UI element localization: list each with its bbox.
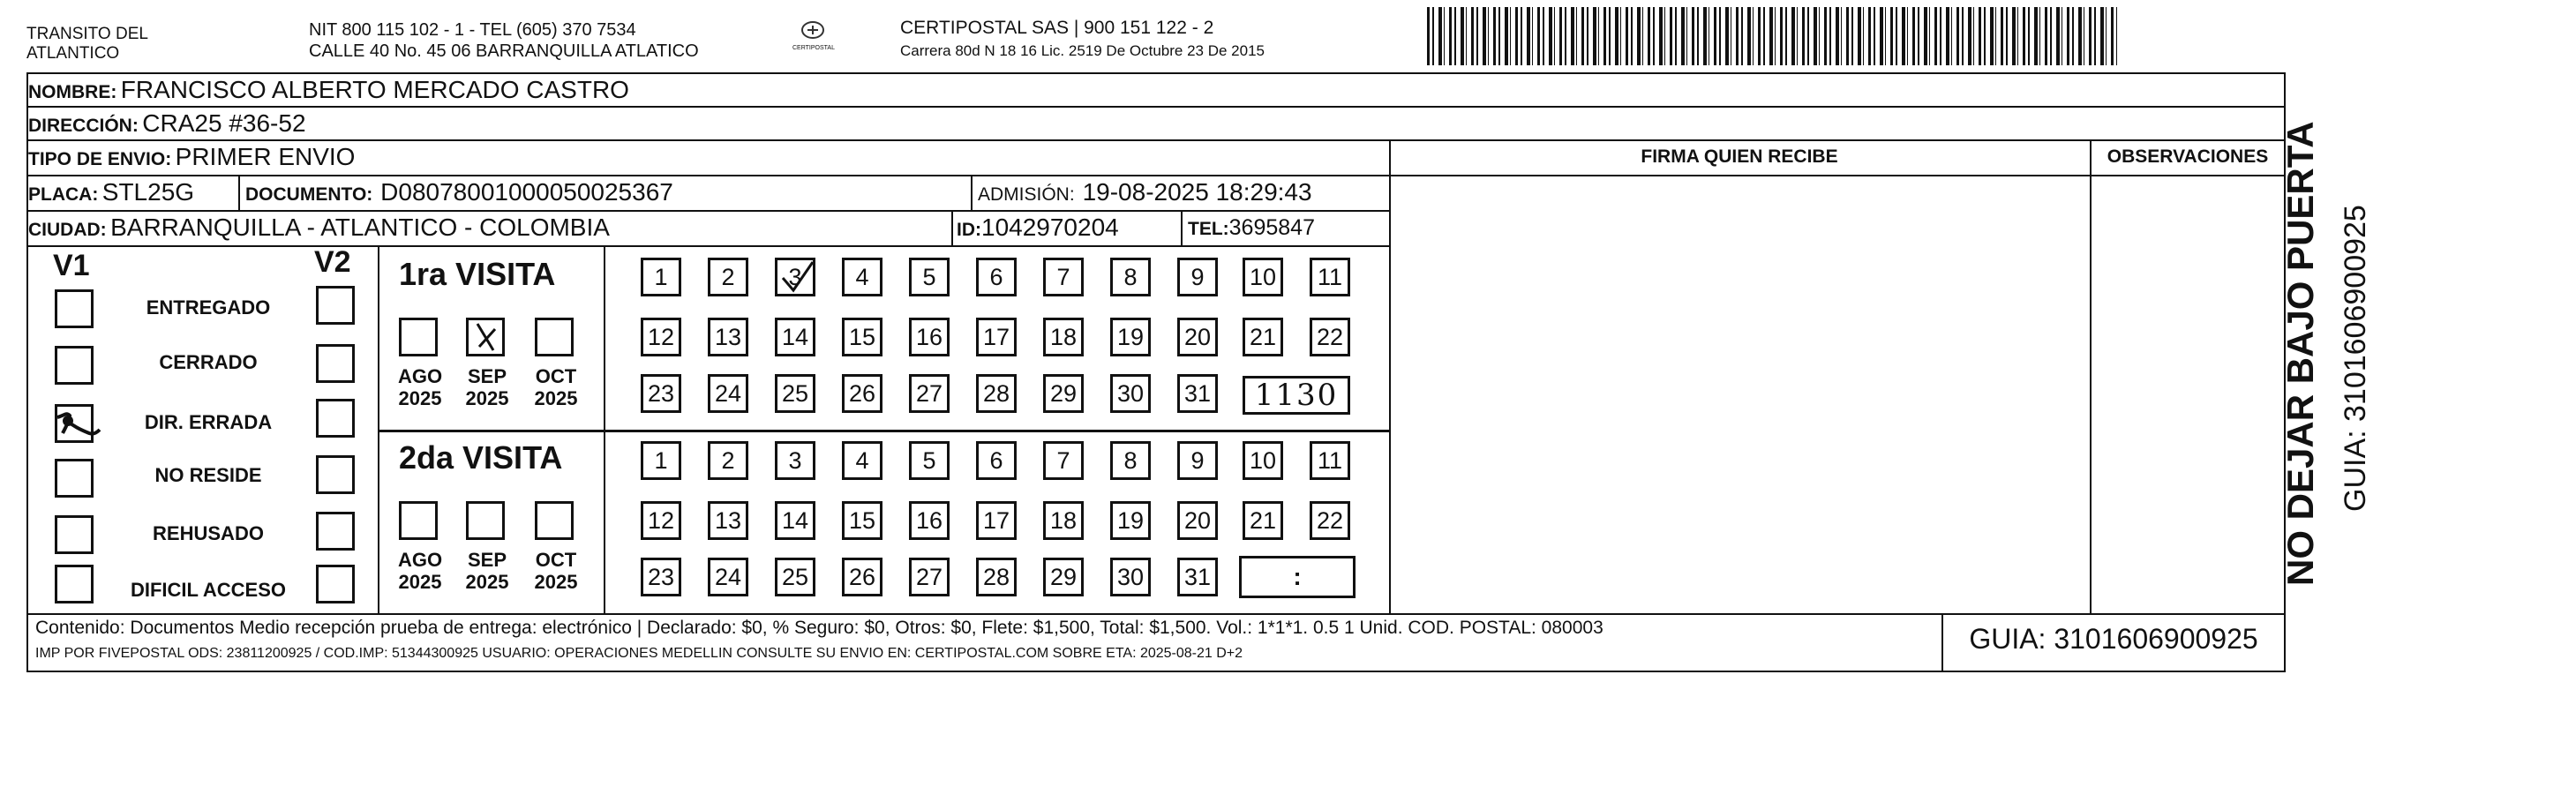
- second-visit-label: 2da VISITA: [399, 439, 563, 476]
- status-dificil-acceso-label: DIFICIL ACCESO: [130, 579, 286, 601]
- second-visit-day-27[interactable]: 27: [909, 558, 950, 596]
- second-visit-day-11[interactable]: 11: [1310, 441, 1350, 480]
- ciudad-value: BARRANQUILLA - ATLANTICO - COLOMBIA: [110, 214, 610, 241]
- second-visit-day-14[interactable]: 14: [775, 501, 815, 540]
- nombre-row: NOMBRE: FRANCISCO ALBERTO MERCADO CASTRO: [28, 76, 629, 103]
- first-visit-day-12[interactable]: 12: [641, 318, 681, 356]
- second-visit-day-13[interactable]: 13: [708, 501, 748, 540]
- second-visit-day-18[interactable]: 18: [1043, 501, 1084, 540]
- first-visit-day-7[interactable]: 7: [1043, 258, 1084, 296]
- id-cell: ID: 1042970204: [957, 214, 1119, 241]
- first-visit-day-14[interactable]: 14: [775, 318, 815, 356]
- org-name: TRANSITO DEL ATLANTICO: [26, 25, 148, 63]
- second-visit-month-sep-label: SEP 2025: [465, 549, 509, 593]
- first-visit-day-16[interactable]: 16: [909, 318, 950, 356]
- first-visit-day-18[interactable]: 18: [1043, 318, 1084, 356]
- first-visit-day-13[interactable]: 13: [708, 318, 748, 356]
- first-visit-time-box[interactable]: 1130: [1243, 376, 1350, 415]
- nombre-value: FRANCISCO ALBERTO MERCADO CASTRO: [120, 76, 629, 103]
- first-visit-day-21[interactable]: 21: [1243, 318, 1283, 356]
- first-visit-day-2[interactable]: 2: [708, 258, 748, 296]
- second-visit-day-5[interactable]: 5: [909, 441, 950, 480]
- first-visit-day-15[interactable]: 15: [842, 318, 882, 356]
- v2-label: V2: [314, 245, 351, 279]
- first-visit-day-10[interactable]: 10: [1243, 258, 1283, 296]
- side-guia: GUIA: 3101606900925: [2339, 205, 2372, 512]
- second-visit-day-15[interactable]: 15: [842, 501, 882, 540]
- v2-rehusado-checkbox[interactable]: [316, 512, 355, 551]
- status-cerrado-label: CERRADO: [159, 351, 258, 373]
- id-value: 1042970204: [981, 214, 1119, 241]
- first-visit-day-23[interactable]: 23: [641, 374, 681, 413]
- first-visit-month-ago-checkbox[interactable]: [399, 318, 438, 356]
- v2-dificil-acceso-checkbox[interactable]: [316, 565, 355, 603]
- second-visit-day-17[interactable]: 17: [976, 501, 1017, 540]
- second-visit-day-21[interactable]: 21: [1243, 501, 1283, 540]
- first-visit-day-28[interactable]: 28: [976, 374, 1017, 413]
- second-visit-day-19[interactable]: 19: [1110, 501, 1151, 540]
- barcode: [1427, 7, 2117, 65]
- tel-value: 3695847: [1228, 215, 1315, 240]
- tipo-envio-row: TIPO DE ENVIO: PRIMER ENVIO: [28, 143, 356, 170]
- footer-contenido: Contenido: Documentos Medio recepción prueba de entrega: electrónico | Declarado: $0, % Seguro: $0, Otros: $0, Flete: $1,500, Total: $1,500. Vol.: 1*1*1. 0.5 1 Unid. COD. POSTAL: 080003: [35, 618, 1603, 638]
- second-visit-month-ago-label: AGO 2025: [397, 549, 443, 593]
- org-contact: NIT 800 115 102 - 1 - TEL (605) 370 7534 CALLE 40 No. 45 06 BARRANQUILLA ATLATICO: [309, 20, 699, 61]
- first-visit-day-8[interactable]: 8: [1110, 258, 1151, 296]
- first-visit-day-19[interactable]: 19: [1110, 318, 1151, 356]
- placa-cell: PLACA: STL25G: [28, 178, 195, 206]
- second-visit-day-20[interactable]: 20: [1177, 501, 1218, 540]
- second-visit-day-29[interactable]: 29: [1043, 558, 1084, 596]
- first-visit-day-25[interactable]: 25: [775, 374, 815, 413]
- second-visit-day-6[interactable]: 6: [976, 441, 1017, 480]
- first-visit-day-26[interactable]: 26: [842, 374, 882, 413]
- first-visit-month-sep-checkbox[interactable]: [466, 318, 505, 356]
- first-visit-day-30[interactable]: 30: [1110, 374, 1151, 413]
- status-rehusado-label: REHUSADO: [153, 522, 264, 544]
- documento-cell: DOCUMENTO: D08078001000050025367: [245, 178, 673, 206]
- documento-value: D08078001000050025367: [380, 178, 673, 206]
- second-visit-month-oct-label: OCT 2025: [534, 549, 578, 593]
- status-entregado-label: ENTREGADO: [146, 296, 271, 319]
- second-visit-month-ago-checkbox[interactable]: [399, 501, 438, 540]
- v1-dificil-acceso-checkbox[interactable]: [55, 565, 94, 603]
- tipo-envio-value: PRIMER ENVIO: [175, 143, 356, 170]
- first-visit-day-31[interactable]: 31: [1177, 374, 1218, 413]
- ciudad-cell: CIUDAD: BARRANQUILLA - ATLANTICO - COLOMBIA: [28, 214, 610, 241]
- placa-value: STL25G: [101, 178, 195, 206]
- v2-cerrado-checkbox[interactable]: [316, 344, 355, 383]
- first-visit-label: 1ra VISITA: [399, 256, 556, 292]
- first-visit-month-ago-label: AGO 2025: [397, 365, 443, 409]
- observaciones-label: OBSERVACIONES: [2107, 146, 2269, 167]
- v2-entregado-checkbox[interactable]: [316, 286, 355, 325]
- second-visit-day-23[interactable]: 23: [641, 558, 681, 596]
- second-visit-day-3[interactable]: 3: [775, 441, 815, 480]
- second-visit-day-24[interactable]: 24: [708, 558, 748, 596]
- first-visit-day-22[interactable]: 22: [1310, 318, 1350, 356]
- footer-imp: IMP POR FIVEPOSTAL ODS: 23811200925 / COD.IMP: 51344300925 USUARIO: OPERACIONES MEDELLIN CONSULTE SU ENVIO EN: CERTIPOSTAL.COM SOBRE ETA: 2025-08-21 D+2: [35, 646, 1243, 661]
- second-visit-day-26[interactable]: 26: [842, 558, 882, 596]
- admision-cell: ADMISIÓN: 19-08-2025 18:29:43: [978, 178, 1312, 206]
- first-visit-day-9[interactable]: 9: [1177, 258, 1218, 296]
- second-visit-day-28[interactable]: 28: [976, 558, 1017, 596]
- second-visit-day-8[interactable]: 8: [1110, 441, 1151, 480]
- tel-cell: TEL: 3695847: [1188, 215, 1315, 240]
- side-notice: NO DEJAR BAJO PUERTA: [2279, 121, 2321, 586]
- v1-dir-errada-checkbox[interactable]: [55, 404, 94, 443]
- first-visit-day-3[interactable]: 3: [775, 258, 815, 296]
- first-visit-month-oct-checkbox[interactable]: [535, 318, 574, 356]
- first-visit-day-6[interactable]: 6: [976, 258, 1017, 296]
- first-visit-month-oct-label: OCT 2025: [534, 365, 578, 409]
- second-visit-day-30[interactable]: 30: [1110, 558, 1151, 596]
- direccion-row: DIRECCIÓN: CRA25 #36-52: [28, 109, 306, 137]
- first-visit-day-4[interactable]: 4: [842, 258, 882, 296]
- second-visit-day-2[interactable]: 2: [708, 441, 748, 480]
- direccion-value: CRA25 #36-52: [142, 109, 306, 137]
- footer-guia: GUIA: 3101606900925: [1969, 623, 2258, 655]
- second-visit-day-7[interactable]: 7: [1043, 441, 1084, 480]
- first-visit-day-24[interactable]: 24: [708, 374, 748, 413]
- first-visit-day-27[interactable]: 27: [909, 374, 950, 413]
- second-visit-day-9[interactable]: 9: [1177, 441, 1218, 480]
- first-visit-day-20[interactable]: 20: [1177, 318, 1218, 356]
- first-visit-month-sep-label: SEP 2025: [465, 365, 509, 409]
- v1-rehusado-checkbox[interactable]: [55, 515, 94, 554]
- second-visit-time-box[interactable]: :: [1239, 556, 1356, 598]
- second-visit-month-oct-checkbox[interactable]: [535, 501, 574, 540]
- first-visit-day-5[interactable]: 5: [909, 258, 950, 296]
- first-visit-day-1[interactable]: 1: [641, 258, 681, 296]
- second-visit-day-10[interactable]: 10: [1243, 441, 1283, 480]
- second-visit-month-sep-checkbox[interactable]: [466, 501, 505, 540]
- second-visit-day-4[interactable]: 4: [842, 441, 882, 480]
- second-visit-day-1[interactable]: 1: [641, 441, 681, 480]
- second-visit-day-16[interactable]: 16: [909, 501, 950, 540]
- v2-dir-errada-checkbox[interactable]: [316, 399, 355, 438]
- second-visit-day-31[interactable]: 31: [1177, 558, 1218, 596]
- second-visit-day-12[interactable]: 12: [641, 501, 681, 540]
- status-dir-errada-label: DIR. ERRADA: [144, 411, 273, 433]
- v2-no-reside-checkbox[interactable]: [316, 455, 355, 494]
- company-info: CERTIPOSTAL SAS | 900 151 122 - 2 Carrera 80d N 18 16 Lic. 2519 De Octubre 23 De 2015: [900, 18, 1265, 59]
- status-no-reside-label: NO RESIDE: [154, 464, 262, 486]
- v1-entregado-checkbox[interactable]: [55, 289, 94, 328]
- second-visit-day-25[interactable]: 25: [775, 558, 815, 596]
- first-visit-day-17[interactable]: 17: [976, 318, 1017, 356]
- v1-no-reside-checkbox[interactable]: [55, 459, 94, 498]
- v1-cerrado-checkbox[interactable]: [55, 346, 94, 385]
- certipostal-logo: CERTIPOSTAL: [792, 19, 833, 51]
- second-visit-day-22[interactable]: 22: [1310, 501, 1350, 540]
- v1-label: V1: [53, 249, 90, 282]
- first-visit-day-29[interactable]: 29: [1043, 374, 1084, 413]
- firma-label: FIRMA QUIEN RECIBE: [1641, 146, 1838, 167]
- admision-value: 19-08-2025 18:29:43: [1082, 178, 1312, 206]
- first-visit-day-11[interactable]: 11: [1310, 258, 1350, 296]
